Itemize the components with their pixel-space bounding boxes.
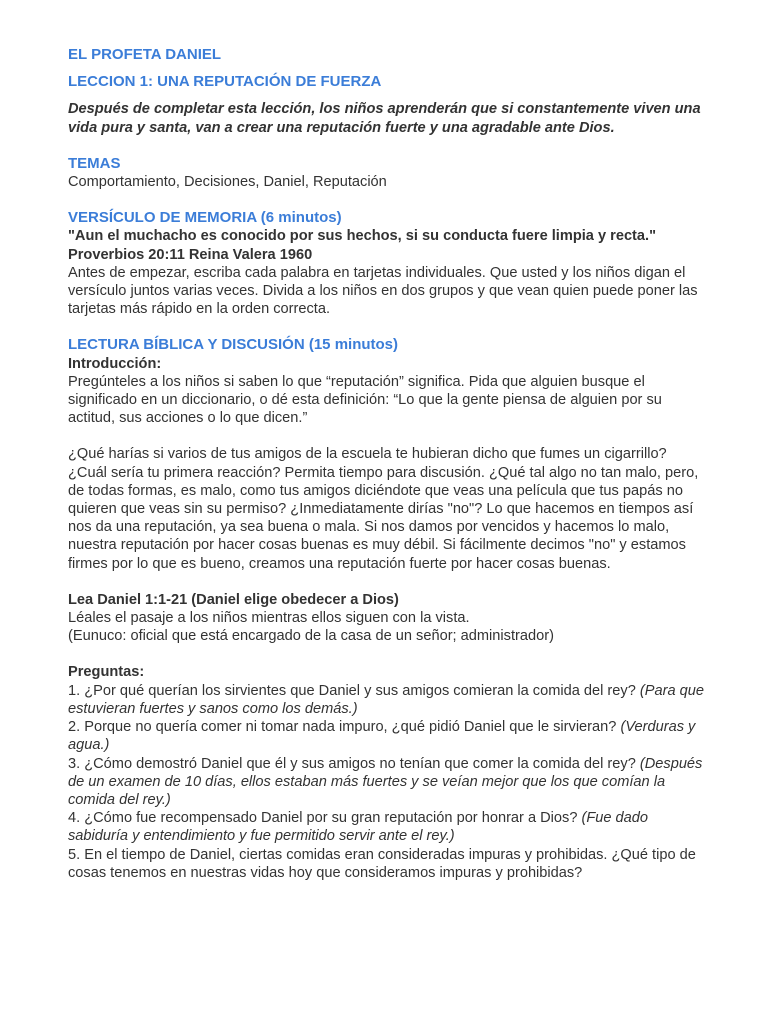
answer-text: (Para que estuvieran fuertes y sanos como los demás.) [68, 682, 704, 717]
verse-heading: VERSÍCULO DE MEMORIA (6 minutos) [68, 209, 342, 227]
temas-heading: TEMAS [68, 154, 121, 172]
question-item [68, 718, 708, 754]
intro-label: Introducción: [68, 355, 162, 372]
questions-label: Preguntas: [68, 664, 145, 681]
intro-text: Pregúnteles a los niños si saben lo que “reputación” significa. Pida que alguien busque el significado en un diccionario, o dé esta definición: “Lo que la gente piensa de alguien por su actitud, sus acciones o lo que dicen.” [68, 373, 662, 427]
question-item [68, 809, 708, 845]
question-text: 1. ¿Por qué querían los sirvientes que Daniel y sus amigos comieran la comida del rey? [68, 682, 640, 699]
reading-heading: LECTURA BÍBLICA Y DISCUSIÓN (15 minutos) [68, 336, 399, 354]
question-item [68, 682, 708, 718]
passage-text: Léales el pasaje a los niños mientras ellos siguen con la vista. [68, 610, 470, 627]
lesson-title: LECCION 1: UNA REPUTACIÓN DE FUERZA [68, 73, 382, 91]
temas-text: Comportamiento, Decisiones, Daniel, Reputación [68, 174, 387, 191]
passage-note: (Eunuco: oficial que está encargado de la casa de un señor; administrador) [68, 628, 554, 645]
answer-text: (Después de un examen de 10 días, ellos estaban más fuertes y se veían mejor que los que comían la comida del rey.) [68, 755, 703, 808]
document-page [68, 46, 708, 882]
document-title: EL PROFETA DANIEL [68, 46, 222, 63]
question-text: 4. ¿Cómo fue recompensado Daniel por su gran reputación por honrar a Dios? [68, 810, 582, 827]
verse-instructions: Antes de empezar, escriba cada palabra en tarjetas individuales. Que usted y los niños digan el versículo juntos varias veces. Divida a los niños en dos grupos y que vean quien puede poner las tarjetas más rápido en la orden correcta. [68, 264, 698, 318]
question-item [68, 755, 708, 810]
verse-reference: Proverbios 20:11 Reina Valera 1960 [68, 246, 313, 263]
lesson-objective: Después de completar esta lección, los niños aprenderán que si constantemente viven una vida pura y santa, van a crear una reputación fuerte y una agradable ante Dios. [68, 101, 701, 136]
question-text: 2. Porque no quería comer ni tomar nada impuro, ¿qué pidió Daniel que le sirvieran? [68, 719, 621, 736]
question-item [68, 846, 708, 882]
question-text: 5. En el tiempo de Daniel, ciertas comidas eran consideradas impuras y prohibidas. ¿Qué tipo de cosas tenemos en nuestras vidas hoy que consideramos impuras y prohibidas? [68, 846, 696, 881]
verse-quote: "Aun el muchacho es conocido por sus hechos, si su conducta fuere limpia y recta." [68, 228, 657, 245]
passage-label: Lea Daniel 1:1-21 (Daniel elige obedecer a Dios) [68, 591, 399, 608]
question-text: 3. ¿Cómo demostró Daniel que él y sus amigos no tenían que comer la comida del rey? [68, 755, 640, 772]
answer-text: (Verduras y agua.) [68, 719, 696, 754]
answer-text: (Fue dado sabiduría y entendimiento y fue permitido servir ante el rey.) [68, 810, 649, 845]
discussion-text: ¿Qué harías si varios de tus amigos de la escuela te hubieran dicho que fumes un cigarrillo? ¿Cuál sería tu primera reacción? Permita tiempo para discusión. ¿Qué tal algo no tan malo, pero, de todas formas, es malo, como tus amigos diciéndote que veas una película que tus papás no quieren que veas sin su permiso? ¿Inmediatamente dirías "no"? Lo que hacemos en tiempos así nos da una reputación, ya sea buena o mala. Si nos damos por vencidos y hacemos lo malo, nuestra reputación por hacer cosas buenas es muy débil. Si fácilmente decimos "no" y estamos firmes por lo que es bueno, creamos una reputación fuerte por hacer cosas buenas. [68, 446, 699, 572]
